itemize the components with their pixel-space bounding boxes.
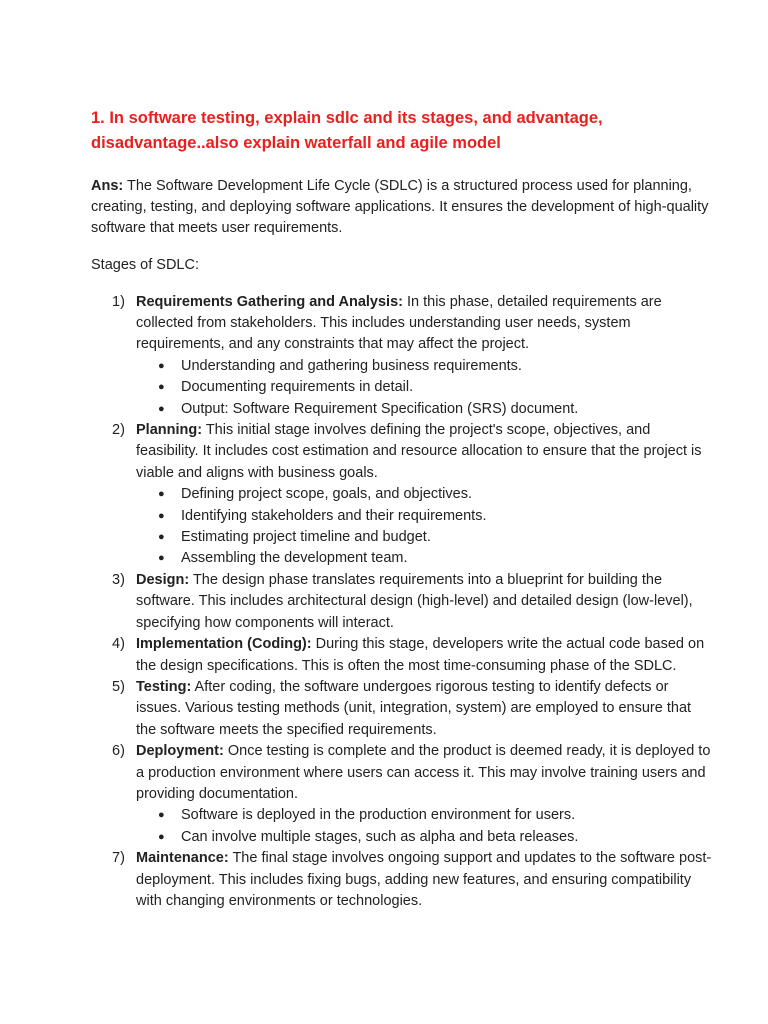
stages-title: Stages of SDLC: bbox=[91, 256, 199, 273]
stage-number: 3) bbox=[112, 571, 125, 588]
bullet-text: Identifying stakeholders and their requirements. bbox=[181, 507, 487, 524]
bullet-icon: ● bbox=[158, 830, 165, 843]
bullet-text: Defining project scope, goals, and objectives. bbox=[181, 486, 472, 503]
stage-title: Planning: bbox=[136, 422, 203, 439]
stage-item bbox=[91, 570, 712, 634]
bullet-text: Estimating project timeline and budget. bbox=[181, 529, 431, 546]
stage-item bbox=[91, 848, 712, 912]
bullet-icon: ● bbox=[158, 381, 165, 394]
bullet-item bbox=[136, 527, 712, 548]
bullet-item bbox=[136, 548, 712, 569]
bullet-item bbox=[136, 805, 712, 826]
bullet-text: Assembling the development team. bbox=[181, 550, 408, 567]
bullet-icon: ● bbox=[158, 402, 165, 415]
bullet-item bbox=[136, 377, 712, 398]
stage-bullets bbox=[136, 484, 712, 570]
bullet-text: Can involve multiple stages, such as alpha and beta releases. bbox=[181, 828, 579, 845]
stage-number: 6) bbox=[112, 743, 125, 760]
stage-title: Implementation (Coding): bbox=[136, 636, 312, 653]
stage-bullets bbox=[136, 805, 712, 848]
stage-text: After coding, the software undergoes rigorous testing to identify defects or issues. Various testing methods (unit, integration, system) are employed to ensure that the software meets the specified requirements. bbox=[136, 678, 692, 738]
stage-text: The design phase translates requirements into a blueprint for building the software. This includes architectural design (high-level) and detailed design (low-level), specifying how components will interact. bbox=[136, 571, 693, 631]
bullet-icon: ● bbox=[158, 531, 165, 544]
answer-text: The Software Development Life Cycle (SDLC) is a structured process used for planning, creating, testing, and deploying software applications. It ensures the development of high-quality software that meets user requirements. bbox=[91, 178, 709, 237]
stage-title: Testing: bbox=[136, 678, 192, 695]
answer-label: Ans: bbox=[91, 178, 124, 194]
bullet-icon: ● bbox=[158, 552, 165, 565]
answer-paragraph bbox=[91, 176, 712, 240]
bullet-item bbox=[136, 827, 712, 848]
bullet-item bbox=[136, 356, 712, 377]
bullet-item bbox=[136, 484, 712, 505]
bullet-icon: ● bbox=[158, 809, 165, 822]
stage-number: 2) bbox=[112, 422, 125, 439]
question-heading: 1. In software testing, explain sdlc and its stages, and advantage, disadvantage..also explain waterfall and agile model bbox=[91, 109, 603, 152]
stage-text: This initial stage involves defining the project's scope, objectives, and feasibility. It includes cost estimation and resource allocation to ensure that the project is viable and aligns with business goals. bbox=[136, 422, 702, 481]
stage-text: Once testing is complete and the product is deemed ready, it is deployed to a production environment where users can access it. This may involve training users and providing documentation. bbox=[136, 743, 711, 802]
stage-title: Design: bbox=[136, 571, 190, 588]
stage-number: 7) bbox=[112, 850, 125, 867]
bullet-icon: ● bbox=[158, 359, 165, 372]
stage-bullets bbox=[136, 356, 712, 420]
stages-list bbox=[91, 292, 712, 913]
bullet-text: Understanding and gathering business requirements. bbox=[181, 357, 522, 374]
bullet-text: Software is deployed in the production environment for users. bbox=[181, 807, 576, 824]
stage-text: During this stage, developers write the actual code based on the design specifications. This is often the most time-consuming phase of the SDLC. bbox=[136, 636, 705, 674]
stage-text: The final stage involves ongoing support and updates to the software post-deployment. This includes fixing bugs, adding new features, and ensuring compatibility with changing environments or technologies. bbox=[136, 850, 712, 909]
stage-item bbox=[91, 292, 712, 420]
stage-title: Maintenance: bbox=[136, 850, 229, 867]
bullet-text: Documenting requirements in detail. bbox=[181, 379, 414, 396]
bullet-item bbox=[136, 506, 712, 527]
stage-title: Requirements Gathering and Analysis: bbox=[136, 293, 403, 310]
stage-item bbox=[91, 741, 712, 848]
stage-number: 4) bbox=[112, 636, 125, 653]
bullet-icon: ● bbox=[158, 509, 165, 522]
stage-number: 1) bbox=[112, 293, 125, 310]
bullet-icon: ● bbox=[158, 488, 165, 501]
stage-item bbox=[91, 634, 712, 677]
stage-number: 5) bbox=[112, 678, 125, 695]
stage-item bbox=[91, 420, 712, 570]
bullet-item bbox=[136, 399, 712, 420]
stage-item bbox=[91, 677, 712, 741]
stage-title: Deployment: bbox=[136, 743, 224, 760]
stage-text: In this phase, detailed requirements are collected from stakeholders. This includes understanding user needs, system requirements, and any constraints that may affect the project. bbox=[136, 293, 662, 353]
bullet-text: Output: Software Requirement Specification (SRS) document. bbox=[181, 400, 579, 417]
